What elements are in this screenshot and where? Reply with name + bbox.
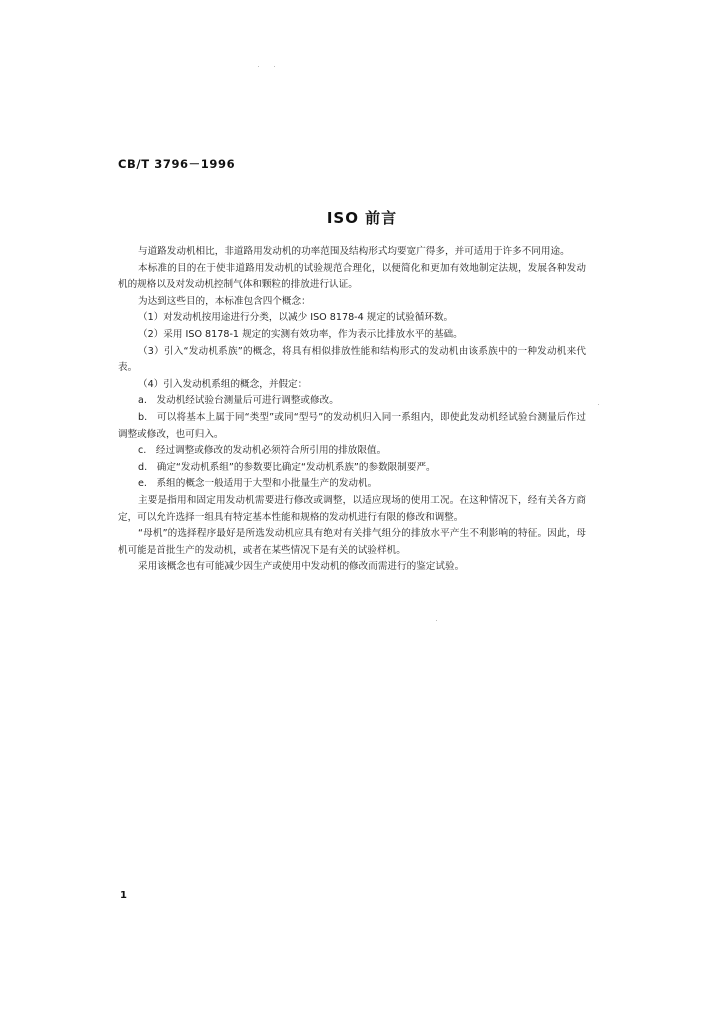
standard-code: CB/T 3796－1996	[118, 157, 236, 171]
scan-speck	[436, 620, 437, 621]
concept-item-1: （1）对发动机按用途进行分类，以减少 ISO 8178-4 规定的试验循环数。	[138, 312, 454, 324]
page-title: ISO 前言	[326, 209, 398, 227]
assumption-b: b. 可以将基本上属于同“类型”或同“型号”的发动机归入同一系组内，即使此发动机经试验台测量后作过调整或修改，也可归入。	[118, 411, 586, 440]
assumption-d: d. 确定“发动机系组”的参数要比确定“发动机系族”的参数限制要严。	[138, 461, 436, 473]
paragraph-parent-engine: “母机”的选择程序最好是所选发动机应具有绝对有关排气组分的排放水平产生不利影响的特征。因此，母机可能是首批生产的发动机，或者在某些情况下是有关的试验样机。	[118, 528, 586, 556]
concept-item-2: （2）采用 ISO 8178-1 规定的实测有效功率，作为表示比排放水平的基础。	[138, 328, 463, 340]
paragraph-purpose: 本标准的目的在于使非道路用发动机的试验规范合理化，以便简化和更加有效地制定法规，发展各种发动机的规格以及对发动机控制气体和颗粒的排放进行认证。	[118, 262, 586, 291]
concept-item-3: （3）引入“发动机系族”的概念，将具有相似排放性能和结构形式的发动机由该系族中的一种发动机来代表。	[118, 345, 586, 374]
paragraph-application: 主要是指用和固定用发动机需要进行修改或调整，以适应现场的使用工况。在这种情况下，经有关各方商定，可以允许选择一组具有特定基本性能和规格的发动机进行有限的修改和调整。	[118, 494, 586, 523]
page-number: 1	[120, 890, 127, 901]
paragraph-intro: 与道路发动机相比，非道路用发动机的功率范围及结构形式均要宽广得多，并可适用于许多不同用途。	[138, 246, 570, 257]
paragraph-conclusion: 采用该概念也有可能减少因生产或使用中发动机的修改而需进行的鉴定试验。	[138, 561, 465, 573]
assumption-c: c. 经过调整或修改的发动机必须符合所引用的排放限值。	[138, 445, 387, 457]
assumption-e: e. 系组的概念一般适用于大型和小批量生产的发动机。	[138, 478, 378, 490]
scan-speck	[598, 404, 599, 405]
assumption-a: a. 发动机经试验台测量后可进行调整或修改。	[138, 395, 339, 407]
scan-speck	[258, 66, 259, 67]
concept-item-4: （4）引入发动机系组的概念，并假定：	[138, 378, 308, 390]
foreword-body	[118, 244, 586, 576]
scan-speck	[274, 66, 275, 67]
paragraph-concepts-lead: 为达到这些目的，本标准包含四个概念：	[138, 295, 311, 307]
